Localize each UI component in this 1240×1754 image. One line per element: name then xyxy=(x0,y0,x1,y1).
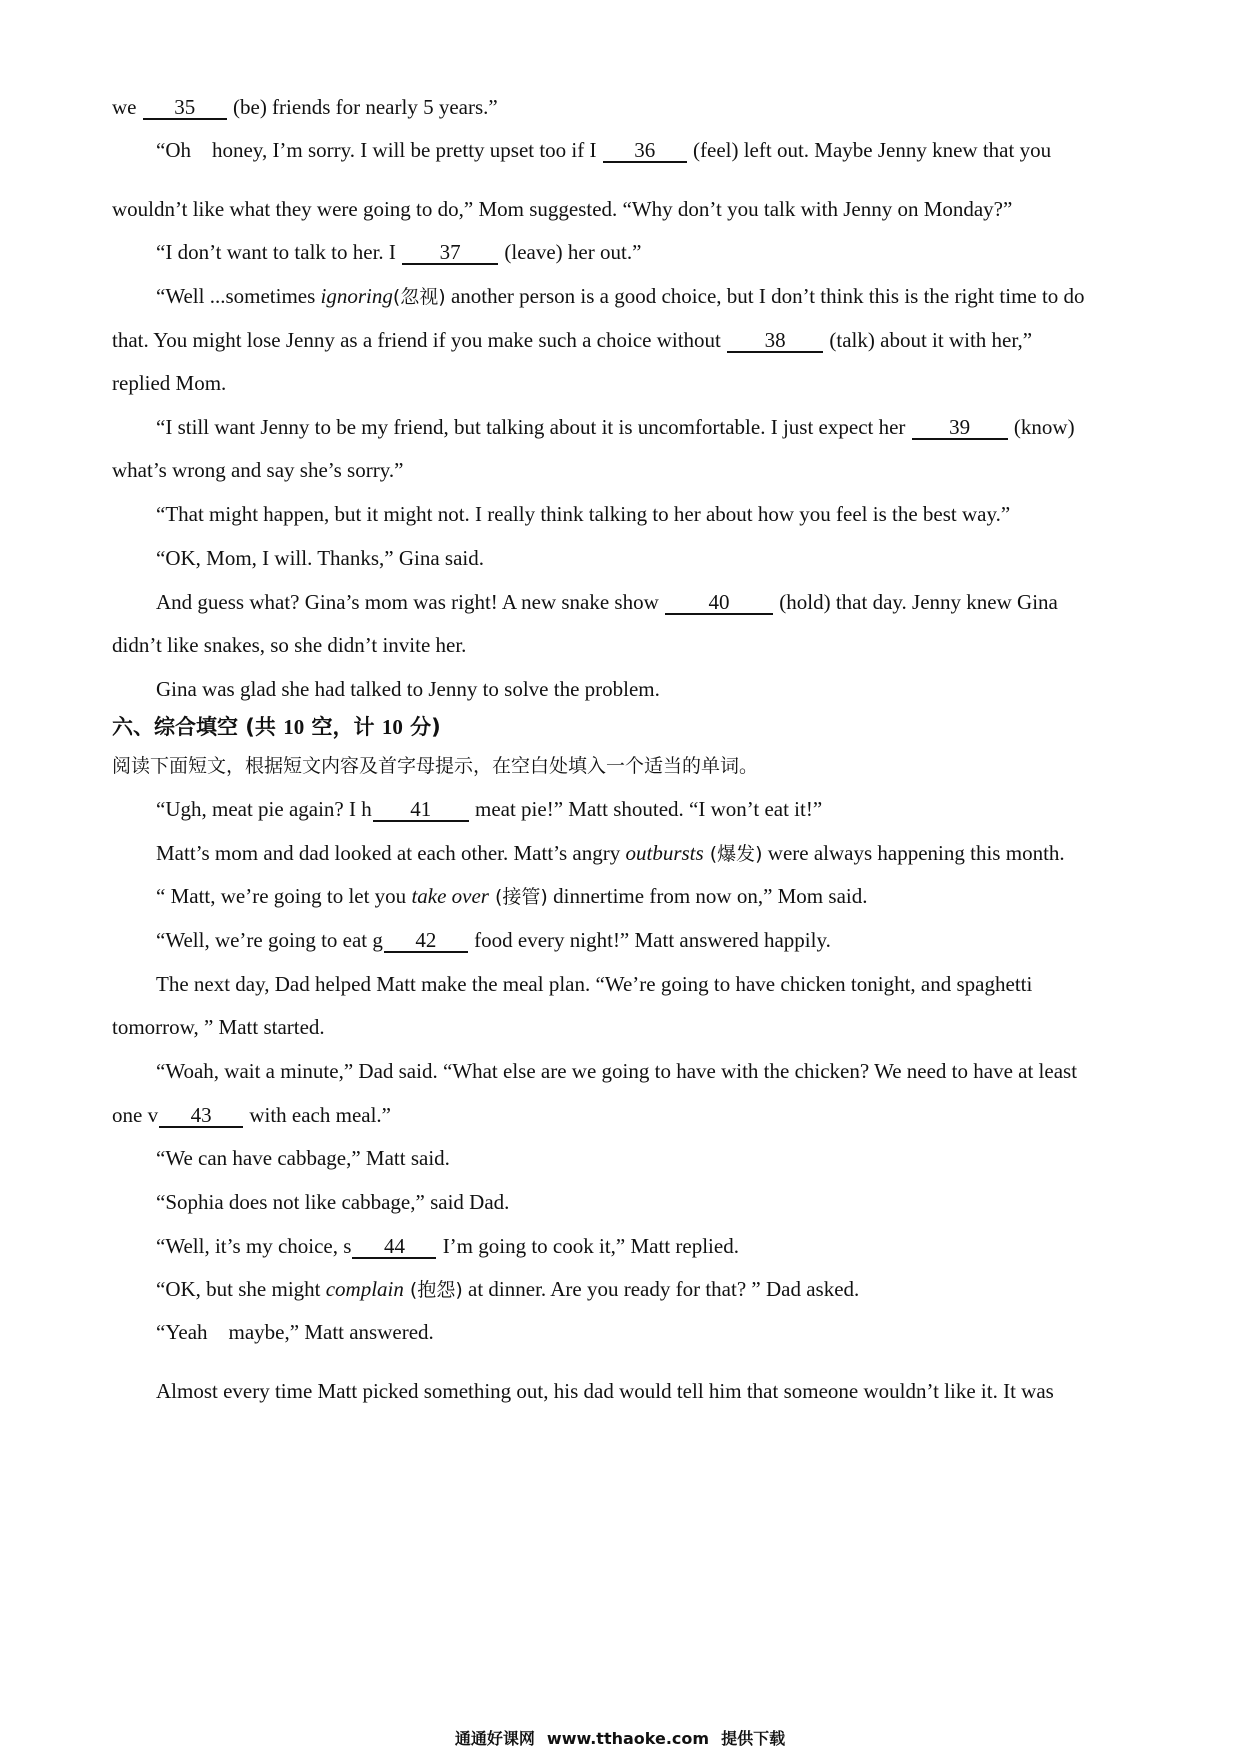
text-line: “I still want Jenny to be my friend, but talking about it is uncomfortable. I just expect her 39 (know) xyxy=(156,415,1075,439)
answer-blank-41[interactable]: 41 xyxy=(373,798,469,822)
answer-blank-43[interactable]: 43 xyxy=(159,1104,243,1128)
text-line: didn’t like snakes, so she didn’t invite her. xyxy=(112,633,467,657)
section-instruction: 阅读下面短文，根据短文内容及首字母提示，在空白处填入一个适当的单词。 xyxy=(112,755,759,777)
answer-blank-38[interactable]: 38 xyxy=(727,329,823,353)
answer-blank-36[interactable]: 36 xyxy=(603,139,687,163)
text-line: Almost every time Matt picked something out, his dad would tell him that someone wouldn’t like it. It was xyxy=(156,1379,1054,1403)
text-line: “ Matt, we’re going to let you take over (接管) dinnertime from now on,” Mom said. xyxy=(156,884,868,908)
text-line: The next day, Dad helped Matt make the meal plan. “We’re going to have chicken tonight, and spaghetti xyxy=(156,972,1033,996)
text-line: “That might happen, but it might not. I really think talking to her about how you feel is the best way.” xyxy=(156,502,1011,526)
footer-note: 提供下载 xyxy=(721,1729,786,1748)
footer-site-name: 通通好课网 xyxy=(454,1729,535,1748)
text-line: tomorrow, ” Matt started. xyxy=(112,1015,325,1039)
answer-blank-40[interactable]: 40 xyxy=(665,591,773,615)
italic-term: outbursts xyxy=(625,841,704,865)
text-line: “Woah, wait a minute,” Dad said. “What else are we going to have with the chicken? We need to have at least xyxy=(156,1059,1078,1083)
text-line: “We can have cabbage,” Matt said. xyxy=(156,1146,450,1170)
text-line: “I don’t want to talk to her. I 37 (leave) her out.” xyxy=(156,240,642,264)
answer-blank-39[interactable]: 39 xyxy=(912,416,1008,440)
text-line: And guess what? Gina’s mom was right! A new snake show 40 (hold) that day. Jenny knew Gina xyxy=(156,590,1058,614)
answer-blank-35[interactable]: 35 xyxy=(143,96,227,120)
text-line: one v 43 with each meal.” xyxy=(112,1103,392,1127)
text-line: Gina was glad she had talked to Jenny to solve the problem. xyxy=(156,677,660,701)
text-line: we 35 (be) friends for nearly 5 years.” xyxy=(112,95,498,119)
italic-term: take over xyxy=(411,884,489,908)
text-line: “OK, but she might complain (抱怨) at dinner. Are you ready for that? ” Dad asked. xyxy=(156,1277,860,1301)
text-line: “Sophia does not like cabbage,” said Dad. xyxy=(156,1190,510,1214)
answer-blank-44[interactable]: 44 xyxy=(352,1235,436,1259)
footer-url[interactable]: www.tthaoke.com xyxy=(546,1729,710,1748)
text-line: “Ugh, meat pie again? I h 41 meat pie!” Matt shouted. “I won’t eat it!” xyxy=(156,797,823,821)
answer-blank-42[interactable]: 42 xyxy=(384,929,468,953)
italic-term: ignoring xyxy=(320,284,393,308)
text-line: replied Mom. xyxy=(112,371,227,395)
page-footer xyxy=(0,1726,1240,1749)
text-line: what’s wrong and say she’s sorry.” xyxy=(112,458,404,482)
text-line: wouldn’t like what they were going to do,” Mom suggested. “Why don’t you talk with Jenny on Monday?” xyxy=(112,197,1013,221)
text-line: “Well, it’s my choice, s 44 I’m going to cook it,” Matt replied. xyxy=(156,1234,739,1258)
text-line: Matt’s mom and dad looked at each other. Matt’s angry outbursts (爆发) were always happening this month. xyxy=(156,841,1065,865)
italic-term: complain xyxy=(325,1277,404,1301)
text-line: that. You might lose Jenny as a friend if you make such a choice without 38 (talk) about it with her,” xyxy=(112,328,1033,352)
text-line: “Well ...sometimes ignoring(忽视) another person is a good choice, but I don’t think this is the right time to do xyxy=(156,284,1085,308)
section-heading: 六、综合填空 (共 10 空，计 10 分) xyxy=(112,715,441,739)
text-line: “Oh honey, I’m sorry. I will be pretty upset too if I 36 (feel) left out. Maybe Jenny knew that you xyxy=(156,138,1052,162)
text-line: “OK, Mom, I will. Thanks,” Gina said. xyxy=(156,546,484,570)
answer-blank-37[interactable]: 37 xyxy=(402,241,498,265)
text-line: “Yeah maybe,” Matt answered. xyxy=(156,1320,434,1344)
text-line: “Well, we’re going to eat g 42 food every night!” Matt answered happily. xyxy=(156,928,831,952)
